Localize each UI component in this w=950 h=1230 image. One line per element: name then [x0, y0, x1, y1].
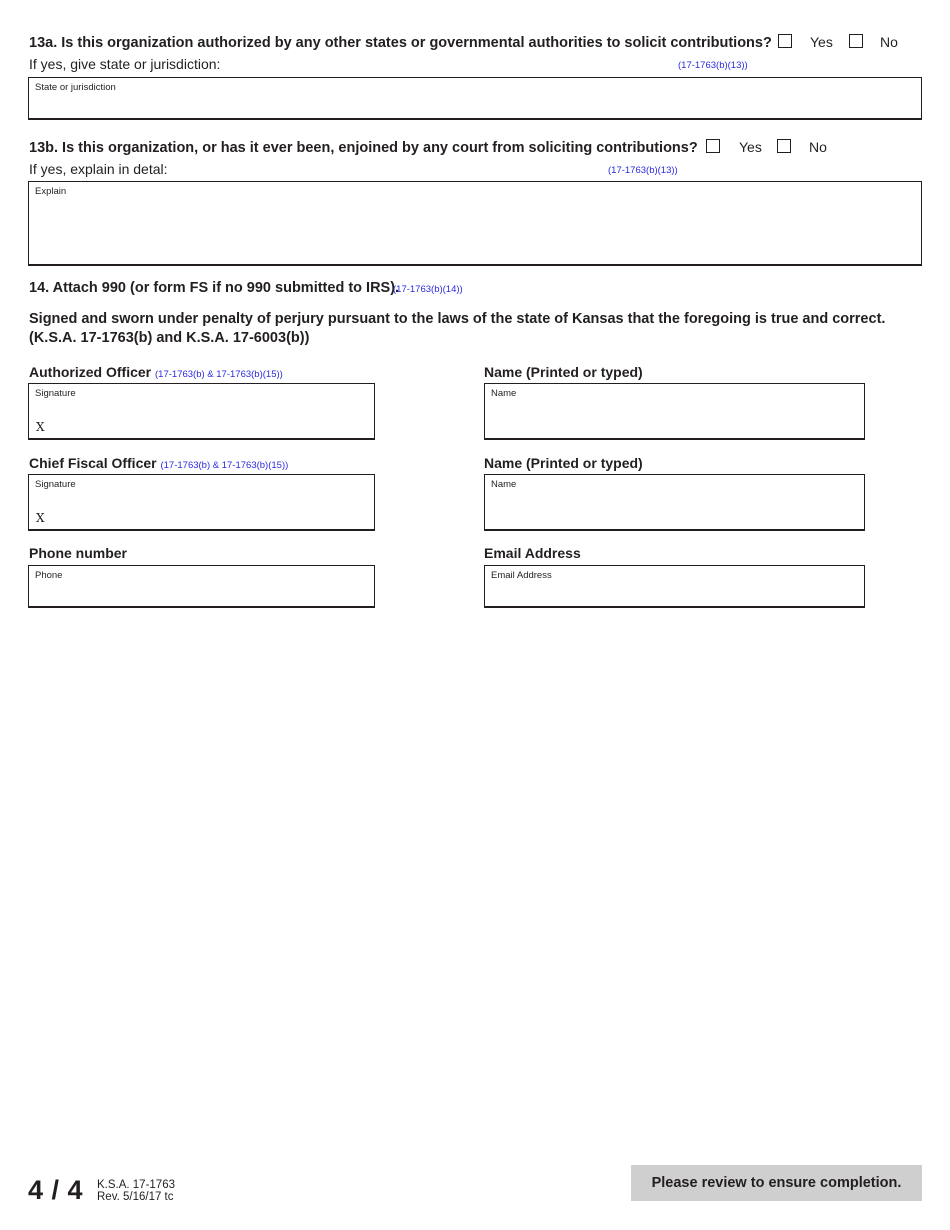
authorized-officer-name-label: Name (Printed or typed) [484, 364, 643, 380]
state-jurisdiction-placeholder: State or jurisdiction [35, 82, 116, 93]
q13a-no-checkbox[interactable] [849, 34, 863, 48]
signature-mark: X [36, 420, 45, 434]
statute-text: K.S.A. 17-1763 [97, 1179, 175, 1191]
chief-fiscal-officer-label [29, 455, 288, 471]
phone-label: Phone number [29, 545, 128, 561]
q13b-yes-label: Yes [739, 139, 762, 155]
q13b-question: 13b. Is this organization, or has it ever been, enjoined by any court from soliciting contributions? [29, 140, 698, 156]
signature-placeholder: Signature [35, 388, 76, 399]
q14-text: 14. Attach 990 (or form FS if no 990 submitted to IRS). [29, 280, 400, 296]
q14-ref: (17-1763(b)(14)) [393, 284, 463, 295]
revision-text: Rev. 5/16/17 tc [97, 1191, 174, 1203]
signature-placeholder: Signature [35, 479, 76, 490]
authorized-officer-ref: (17-1763(b) & 17-1763(b)(15)) [155, 369, 283, 380]
email-placeholder: Email Address [491, 570, 552, 581]
authorized-officer-signature-field[interactable] [28, 383, 375, 440]
q13b-no-label: No [809, 139, 827, 155]
chief-fiscal-officer-name-field[interactable] [484, 474, 865, 531]
chief-fiscal-officer-name-label: Name (Printed or typed) [484, 455, 643, 471]
name-placeholder: Name [491, 388, 517, 399]
explain-field[interactable] [28, 181, 922, 266]
q13a-subtext: If yes, give state or jurisdiction: [29, 56, 221, 72]
chief-fiscal-officer-ref: (17-1763(b) & 17-1763(b)(15)) [160, 460, 289, 471]
q13a-question: 13a. Is this organization authorized by any other states or governmental authorities to solicit contributions? [29, 35, 772, 51]
name-placeholder: Name [491, 479, 517, 490]
authorized-officer-label [29, 364, 283, 380]
authorized-officer-name-field[interactable] [484, 383, 865, 440]
email-field[interactable] [484, 565, 865, 608]
signature-mark: X [36, 511, 45, 525]
chief-fiscal-officer-signature-field[interactable] [28, 474, 375, 531]
q13a-yes-checkbox[interactable] [778, 34, 792, 48]
q13a-ref: (17-1763(b)(13)) [678, 60, 748, 71]
review-completion-button[interactable]: Please review to ensure completion. [631, 1165, 922, 1201]
q13b-ref: (17-1763(b)(13)) [608, 165, 678, 176]
explain-placeholder: Explain [35, 186, 67, 197]
phone-placeholder: Phone [35, 570, 63, 581]
q13b-no-checkbox[interactable] [777, 139, 791, 153]
attestation-line1: Signed and sworn under penalty of perjury pursuant to the laws of the state of Kansas that the foregoing is true and correct. [29, 311, 886, 327]
q13a-yes-label: Yes [810, 34, 833, 50]
q13a-no-label: No [880, 34, 898, 50]
page-number: 4 / 4 [28, 1175, 84, 1205]
chief-fiscal-officer-title: Chief Fiscal Officer [29, 455, 157, 471]
q13b-yes-checkbox[interactable] [706, 139, 720, 153]
email-label: Email Address [484, 545, 581, 561]
phone-field[interactable] [28, 565, 375, 608]
q13b-subtext: If yes, explain in detal: [29, 161, 168, 177]
attestation-line2: (K.S.A. 17-1763(b) and K.S.A. 17-6003(b)) [29, 330, 310, 346]
state-jurisdiction-field[interactable] [28, 77, 922, 120]
authorized-officer-title: Authorized Officer [29, 364, 152, 380]
